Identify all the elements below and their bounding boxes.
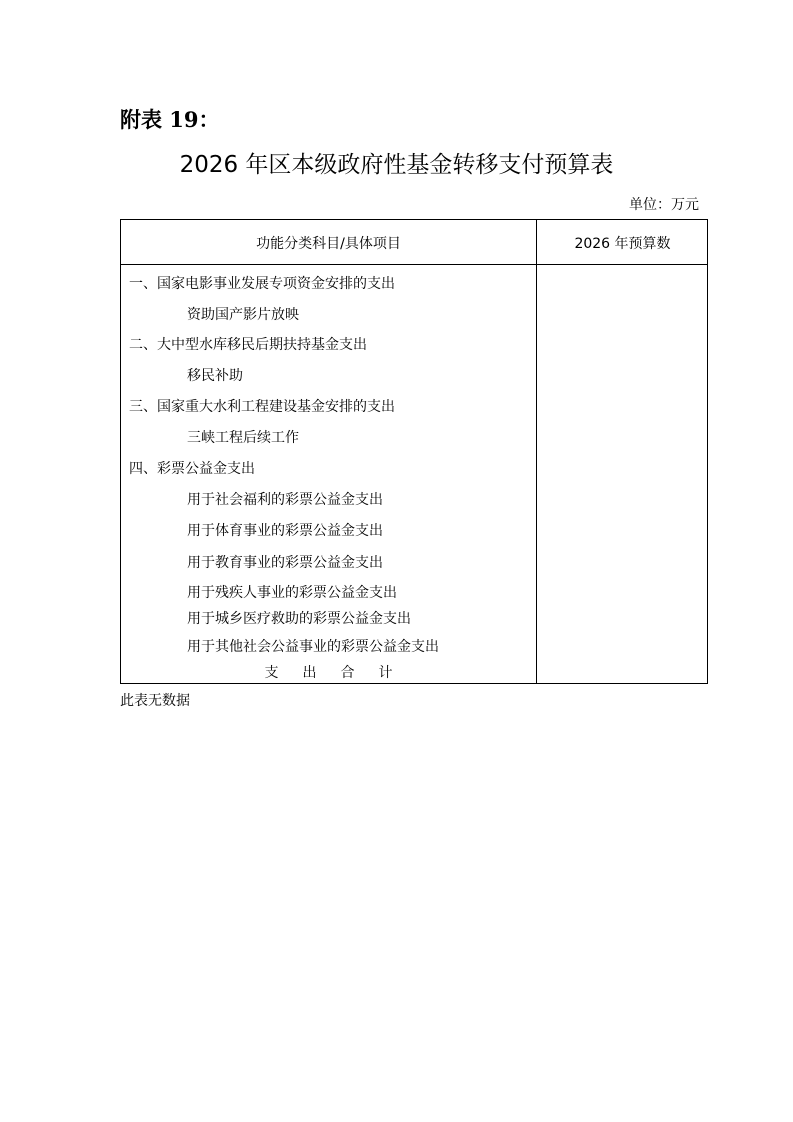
column-divider xyxy=(536,220,537,683)
category-row: 四、彩票公益金支出 xyxy=(129,461,255,477)
category-row: 三、国家重大水利工程建设基金安排的支出 xyxy=(129,399,395,415)
budget-table xyxy=(120,219,708,684)
item-row: 资助国产影片放映 xyxy=(187,307,299,323)
item-row: 用于社会福利的彩票公益金支出 xyxy=(187,492,383,508)
item-row: 三峡工程后续工作 xyxy=(187,430,299,446)
header-budget: 2026 年预算数 xyxy=(574,236,671,252)
item-row: 用于体育事业的彩票公益金支出 xyxy=(187,523,383,539)
item-row: 用于城乡医疗救助的彩票公益金支出 xyxy=(187,611,411,627)
item-row: 用于其他社会公益事业的彩票公益金支出 xyxy=(187,639,439,655)
header-divider xyxy=(121,264,707,265)
item-row: 用于残疾人事业的彩票公益金支出 xyxy=(187,585,397,601)
no-data-note: 此表无数据 xyxy=(120,693,190,709)
item-row: 移民补助 xyxy=(187,368,243,384)
header-category: 功能分类科目/具体项目 xyxy=(256,236,401,252)
page-title: 2026 年区本级政府性基金转移支付预算表 xyxy=(179,152,614,178)
item-row: 用于教育事业的彩票公益金支出 xyxy=(187,555,383,571)
annex-label: 附表 19： xyxy=(120,107,220,132)
category-row: 二、大中型水库移民后期扶持基金支出 xyxy=(129,337,367,353)
category-row: 一、国家电影事业发展专项资金安排的支出 xyxy=(129,276,395,292)
total-row-label: 支出合计 xyxy=(264,665,417,681)
unit-label: 单位：万元 xyxy=(629,197,699,213)
